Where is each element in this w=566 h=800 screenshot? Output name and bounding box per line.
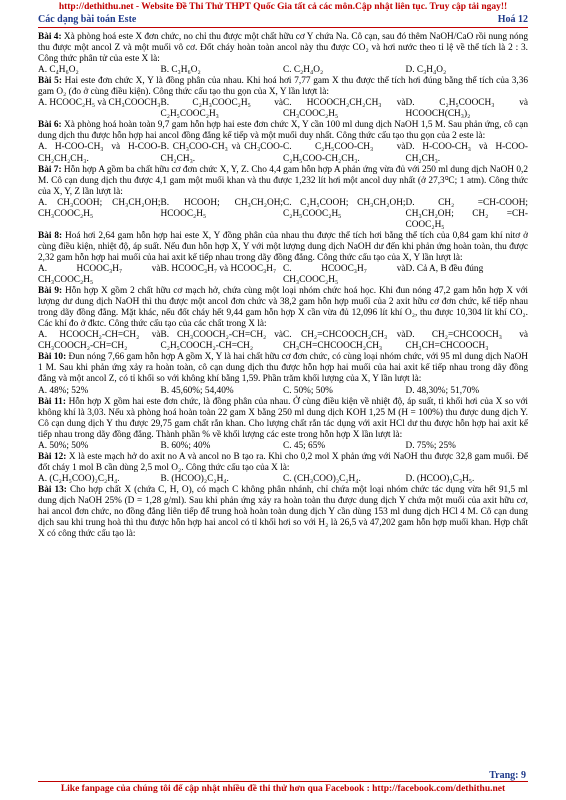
answer-option: D. CH₂ =CH-COOH; CH₃CH₂OH; CH₂ =CH-COOC₂H₅ [405,197,528,230]
question-text [38,76,528,98]
question-label: Bài 6: [38,120,62,131]
question-label: Bài 11: [38,396,66,407]
answer-options [38,386,528,397]
question-block [38,76,528,120]
question-text [38,286,528,330]
question-stem: Xà phòng hoá hoàn toàn 9,7 gam hỗn hợp hai este đơn chức X, Y cần 100 ml dung dịch NaOH 1,5 M. Sau phản ứng, cô cạn dung dịch thu được hỗn hợp hai ancol đồng đẳng kế tiếp và một muối duy nhất. Công thức cấu tạo thu gọn của 2 este là: [38,120,528,142]
question-stem: Hoá hơi 2,64 gam hỗn hợp hai este X, Y đồng phân của nhau thu được thể tích hơi bằng thể tích của 0,84 gam khí nitơ ở cùng điều kiện, nhiệt độ, áp suất. Nếu đun hỗn hợp X, Y với một lượng dung dịch NaOH dư đến khi phản ứng hoàn toàn, thu được 2,32 gam hỗn hợp hai muối của hai axit kế tiếp nhau trong dãy đồng đẳng. Công thức cấu tạo của X, Y lần lượt là: [38,230,528,263]
header-subject: Hoá 12 [497,14,528,25]
question-label: Bài 7: [38,164,62,175]
question-label: Bài 13: [38,484,67,495]
answer-option: A. 48%; 52% [38,385,89,396]
answer-option: D. H-COO-CH₃ và H-COO-CH₂CH₃. [405,142,528,164]
answer-options [38,198,528,231]
question-text [38,485,528,540]
answer-option: D. C₂H₅COOCH₃ và HCOOCH(CH₃)₂ [405,98,528,120]
answer-option: C. HCOOC₃H₇ và CH₃COOC₂H₅ [283,263,406,286]
answer-option: B. HCOOC₃H₇ và HCOOC₃H₇ [160,263,277,274]
question-text [38,231,528,264]
question-text [38,120,528,142]
answer-options [38,142,528,164]
question-block [38,485,528,540]
answer-option: D. 48,30%; 51,70% [405,385,480,396]
question-stem: Hỗn hợp A gồm ba chất hữu cơ đơn chức X, Y, Z. Cho 4,4 gam hỗn hợp A phản ứng vừa đủ với 250 ml dung dịch NaOH 0,2 M. Cô cạn dung dịch thu được 4,1 gam một muối khan và thu được 1,232 lít hơi một ancol duy nhất (ở 27,3⁰C; 1 atm). Công thức của X, Y, Z lần lượt là: [38,164,528,197]
question-block [38,397,528,452]
answer-option: A. HCOOC₂H₅ và CH₃COOCH₃ [38,98,161,109]
question-text [38,397,528,441]
answer-option: C. 50%; 50% [283,385,333,396]
answer-option: A. H-COO-CH₃ và H-COO-CH₂CH₂CH₃. [38,142,161,164]
answer-option: A. 50%; 50% [38,440,89,451]
answer-option: B. CH₃COOCH₂-CH=CH₂ và C₂H₅COOCH₂-CH=CH₂ [160,330,283,352]
page-header [38,14,528,28]
answer-option: A. HCOOC₃H₇ và CH₃COOC₂H₅ [38,263,161,286]
answer-option: C. C₂H₄O₂ [283,65,324,76]
answer-option: A. C₄H₆O₂ [38,65,79,76]
answer-option: B. C₃H₆O₂ [160,65,201,76]
question-stem: Xà phòng hoá este X đơn chức, no chỉ thu được một chất hữu cơ Y chứa Na. Cô cạn, sau đó thêm NaOH/CaO rồi nung nóng thu được một ancol Z và một muối vô cơ. Đốt cháy hoàn toàn ancol này thu được CO₂ và hơi nước theo tỉ lệ về thể tích là 2 : 3. Công thức phân tử của este X là: [38,32,528,65]
question-text [38,165,528,198]
footer-divider [38,781,528,782]
question-block [38,165,528,231]
question-label: Bài 4: [38,32,62,42]
question-block [38,452,528,485]
answer-option: D. Cả A, B đều đúng [405,263,484,274]
question-text [38,352,528,385]
question-block [38,352,528,396]
answer-option: B. 60%; 40% [160,440,211,451]
question-label: Bài 10: [38,352,67,363]
question-block [38,231,528,286]
answer-option: A. CH₃COOH; CH₃CH₂OH; CH₃COOC₂H₅ [38,197,161,219]
question-label: Bài 12: [38,451,67,462]
answer-option: C. CH₂=CHCOOCH₂CH₃ và CH₃CH=CHCOOCH₂CH₃ [283,330,406,352]
answer-option: A. (C₂H₅COO)₂C₂H₄. [38,473,120,484]
answer-options [38,98,528,120]
question-block [38,32,528,76]
header-title: Các dạng bài toán Este [38,14,137,25]
answer-option: C. HCOOCH₂CH₂CH₃ và CH₃COOC₂H₅ [283,98,406,120]
answer-options [38,264,528,286]
document-body [38,32,528,767]
answer-options [38,474,528,485]
answer-option: A. HCOOCH₂-CH=CH₂ và CH₃COOCH₂-CH=CH₂ [38,330,161,352]
question-block [38,120,528,164]
question-stem: Cho hợp chất X (chứa C, H, O), có mạch C không phân nhánh, chỉ chứa một loại nhóm chức tác dụng vừa hết 91,5 ml dung dịch NaOH 25% (D = 1,28 g/ml). Sau khi phản ứng xảy ra hoàn toàn thu được dung dịch Y chứa một muối của axit hữu cơ, hai ancol đơn chức, no đồng đẳng liên tiếp để trung hoà hoàn toàn dung dịch Y cần dùng 153 ml dung dịch HCl 4 M. Cô cạn dung dịch sau khi trung hoà thì thu được hỗn hợp hai ancol có tỉ khối hơi so với H₂ là 26,5 và 47,202 gam hỗn hợp muối khan. Hợp chất X có công thức cấu tạo là: [38,484,528,540]
question-block [38,286,528,352]
question-label: Bài 5: [38,76,62,87]
answer-option: B. CH₃COO-CH₃ và CH₃COO-CH₂CH₃. [160,142,283,164]
answer-option: C. C₂H₅COO-CH₃ và C₂H₅COO-CH₂CH₃. [283,142,406,164]
answer-option: D. 75%; 25% [405,440,456,451]
answer-option: C. C₂H₅COOH; CH₃CH₂OH; C₂H₅COOC₂H₅ [283,197,406,219]
question-stem: Hỗn hợp X gồm 2 chất hữu cơ mạch hở, chứa cùng một loại nhóm chức hoá học. Khi đun nóng 47,2 gam hỗn hợp X với lượng dư dung dịch NaOH thì thu được một ancol đơn chức và 38,2 gam hỗn hợp muối của 2 axit hữu cơ đơn chức, kế tiếp nhau trong dãy đồng đẳng. Mặt khác, nếu đốt cháy hết 9,44 gam hỗn hợp X cần vừa đủ 12,096 lít khí O₂, thu được 10,304 lít khí CO₂. Các khí đo ở đktc. Công thức cấu tạo của các chất trong X là: [38,286,528,330]
answer-option: B. 45,60%; 54,40% [160,385,234,396]
answer-options [38,441,528,452]
question-stem: Hỗn hợp X gồm hai este đơn chức, là đồng phân của nhau. Ở cùng điều kiện về nhiệt độ, áp suất, tỉ khối hơi của X so với không khí là 3,03. Nếu xà phòng hoá hoàn toàn 22 gam X bằng 250 ml dung dịch KOH 1,25 M (H = 100%) thu được dung dịch Y. Cô cạn dung dịch Y thu được 29,75 gam chất rắn khan. Cho lượng chất rắn tác dụng với axit HCl dư thu được hỗn hợp hai axit kế tiếp nhau trong dãy đồng đẳng. Thành phần % về khối lượng các este trong hỗn hợp X lần lượt là: [38,396,528,440]
bottom-banner-link[interactable]: Like fanpage của chúng tôi để cập nhật nhiều đề thi thử hơn qua Facebook : http://facebook.com/dethithu.net [60,784,506,794]
answer-option: D. CH₂=CHCOOCH₃ và CH₃CH=CHCOOCH₃ [405,330,528,352]
answer-option: B. HCOOH; CH₃CH₂OH; HCOOC₂H₅ [160,197,283,219]
question-text [38,32,528,65]
question-stem: X là este mạch hở do axit no A và ancol no B tạo ra. Khi cho 0,2 mol X phản ứng với NaOH thu được 32,8 gam muối. Để đốt cháy 1 mol B cần dùng 2,5 mol O₂. Công thức cấu tạo của X là: [38,451,528,473]
answer-option: D. (HCOO)₃C₃H₅. [405,473,475,484]
question-text [38,452,528,474]
answer-options [38,65,528,76]
answer-option: D. C₃H₄O₂ [405,65,447,76]
question-label: Bài 8: [38,230,63,241]
answer-option: C. (CH₃COO)₂C₂H₄. [283,473,361,484]
answer-option: B. C₂H₃COOC₂H₅ và C₂H₅COOC₂H₃ [160,98,283,120]
answer-option: B. (HCOO)₂C₂H₄. [160,473,229,484]
question-label: Bài 9: [38,286,63,297]
question-stem: Hai este đơn chức X, Y là đồng phân của nhau. Khi hoá hơi 7,77 gam X thu được thể tích hơi đúng bằng thể tích của 3,36 gam O₂ (đo ở cùng điều kiện). Công thức cấu tạo thu gọn của X, Y lần lượt là: [38,76,528,98]
question-stem: Đun nóng 7,66 gam hỗn hợp A gồm X, Y là hai chất hữu cơ đơn chức, có cùng loại nhóm chức, với 95 ml dung dịch NaOH 1 M. Sau khi phản ứng xảy ra hoàn toàn, cô cạn dung dịch thu được hỗn hợp hai muối của hai axit kế tiếp nhau trong dãy đồng đẳng và một ancol Z, có tỉ khối so với không khí bằng 1,59. Phần trăm khối lượng của X, Y lần lượt là: [38,352,528,385]
page-number: Trang: 9 [489,770,526,781]
answer-option: C. 45; 65% [283,440,326,451]
top-banner-link[interactable]: http://dethithu.net - Website Đề Thi Thử THPT Quốc Gia tất cả các môn.Cập nhật liên tục. Truy cập tải ngay!! [58,2,508,12]
answer-options [38,330,528,352]
